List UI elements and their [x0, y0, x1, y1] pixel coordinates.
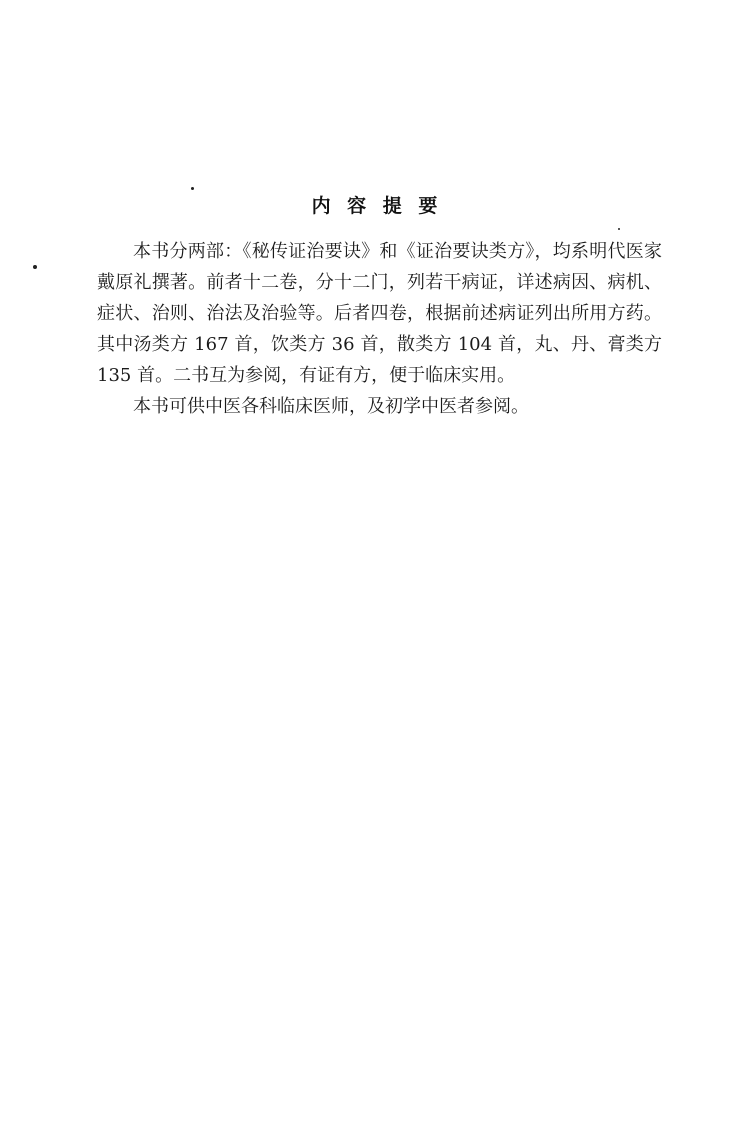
- summary-body: [97, 236, 662, 422]
- scan-speck: [33, 265, 37, 269]
- summary-paragraph-1: 本书分两部：《秘传证治要诀》和《证治要诀类方》，均系明代医家戴原礼撰著。前者十二卷，分十二门，列若干病证，详述病因、病机、症状、治则、治法及治验等。后者四卷，根据前述病证列出所用方药。其中汤类方 167 首，饮类方 36 首，散类方 104 首，丸、丹、膏类方 135 首。二书互为参阅，有证有方，便于临床实用。: [97, 241, 662, 386]
- page-title: 内 容 提 要: [311, 195, 443, 217]
- scan-speck: [618, 228, 620, 230]
- scan-speck: [191, 187, 194, 190]
- summary-paragraph-2: 本书可供中医各科临床医师，及初学中医者参阅。: [133, 396, 529, 417]
